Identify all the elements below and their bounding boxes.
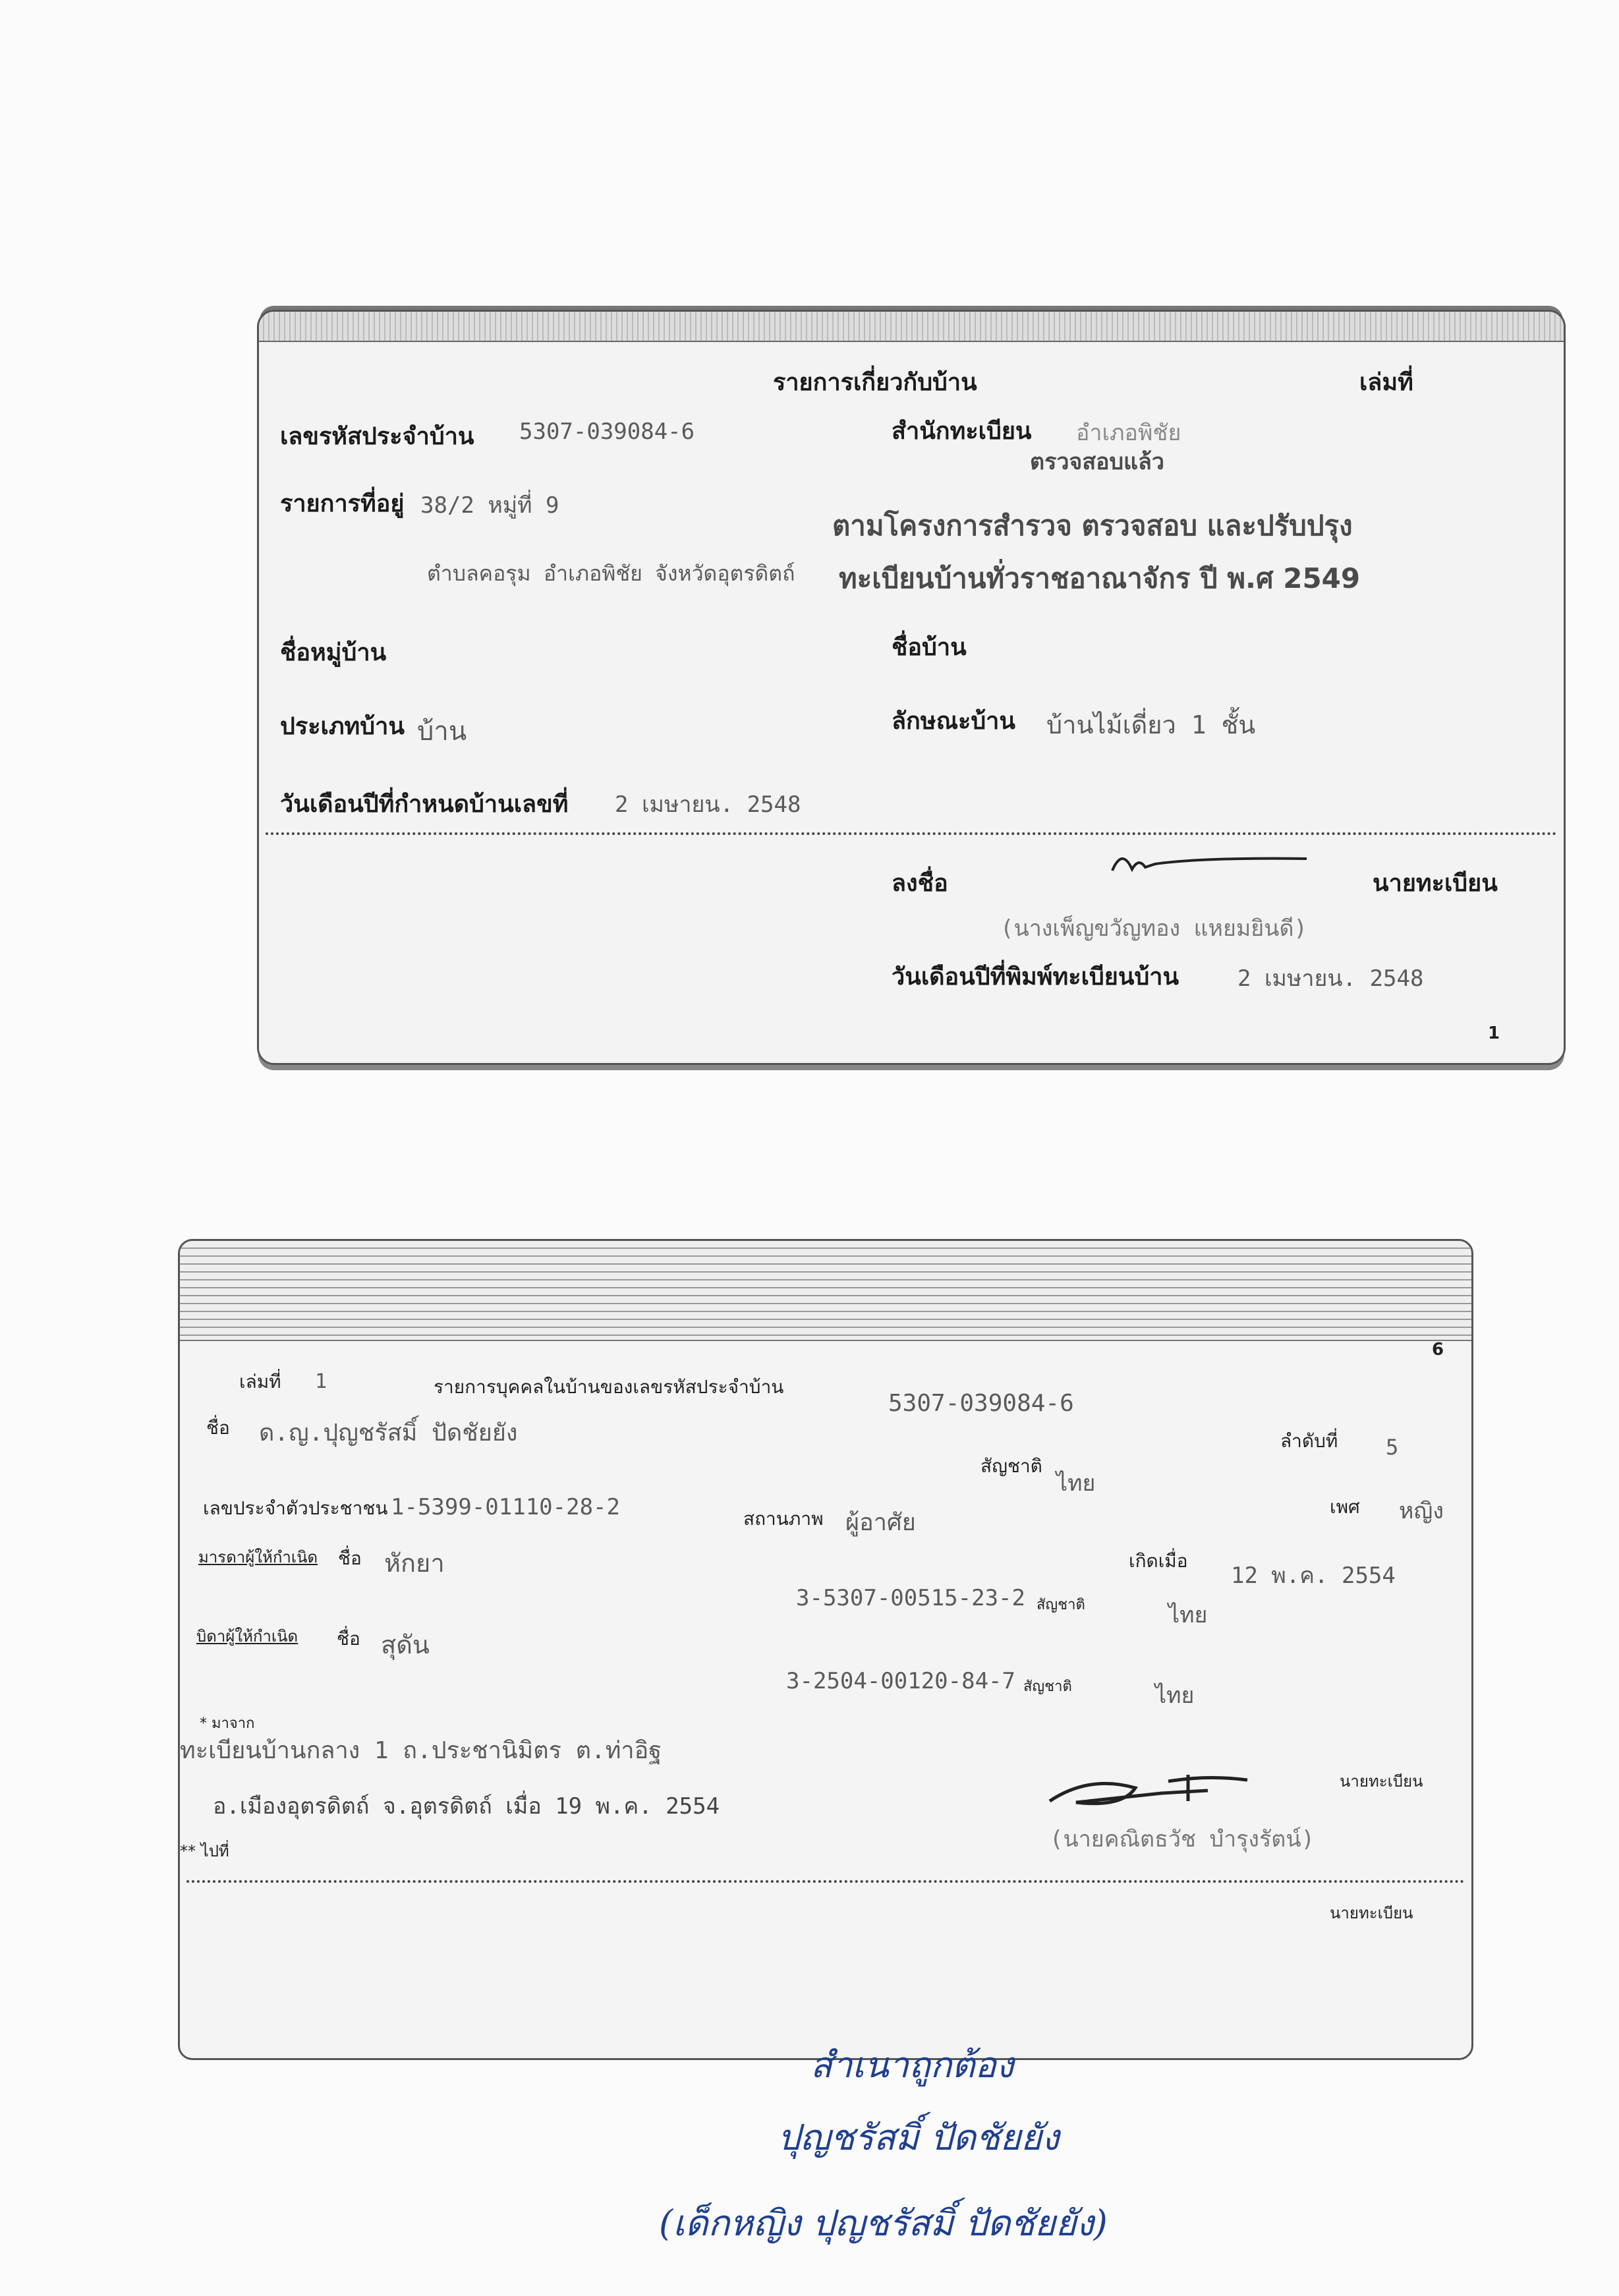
date-assigned-value: 2 เมษายน. 2548 bbox=[615, 791, 801, 818]
dotted-separator bbox=[266, 832, 1557, 835]
mother-name-value: หักยา bbox=[384, 1549, 445, 1578]
born-label: เกิดเมื่อ bbox=[1129, 1550, 1188, 1572]
order-label: ลำดับที่ bbox=[1280, 1430, 1338, 1452]
print-date-label: วันเดือนปีที่พิมพ์ทะเบียนบ้าน bbox=[892, 963, 1179, 990]
father-id-value: 3-2504-00120-84-7 bbox=[786, 1668, 1015, 1694]
house-char-label: ลักษณะบ้าน bbox=[892, 708, 1015, 735]
page-number: 6 bbox=[1432, 1340, 1444, 1360]
verified-stamp-line3: ทะเบียนบ้านทั่วราชอาณาจักร ปี พ.ศ 2549 bbox=[839, 562, 1361, 594]
book-no-label: เล่มที่ bbox=[1359, 369, 1413, 396]
status-label: สถานภาพ bbox=[743, 1508, 824, 1530]
book-value: 1 bbox=[315, 1370, 327, 1393]
id-label: เลขประจำตัวประชาชน bbox=[203, 1497, 388, 1519]
village-label: ชื่อหมู่บ้าน bbox=[280, 639, 387, 666]
registrar-signature bbox=[1109, 844, 1320, 884]
house-code-value: 5307-039084-6 bbox=[519, 418, 695, 445]
mother-nat-label: สัญชาติ bbox=[1037, 1597, 1085, 1613]
book-label: เล่มที่ bbox=[239, 1371, 281, 1392]
sex-label: เพศ bbox=[1330, 1496, 1360, 1518]
card-top-edge bbox=[259, 312, 1564, 342]
house-code-label: เลขรหัสประจำบ้าน bbox=[280, 423, 474, 450]
father-nat-value: ไทย bbox=[1155, 1682, 1195, 1709]
nationality-value: ไทย bbox=[1056, 1470, 1096, 1497]
office-value: อำเภอพิชัย bbox=[1076, 420, 1181, 446]
mother-nat-value: ไทย bbox=[1168, 1602, 1208, 1628]
id-value: 1-5399-01110-28-2 bbox=[391, 1494, 620, 1520]
verified-stamp-line2: ตามโครงการสำรวจ ตรวจสอบ และปรับปรุง bbox=[832, 509, 1353, 542]
verified-stamp-line1: ตรวจสอบแล้ว bbox=[1030, 449, 1164, 475]
sex-value: หญิง bbox=[1399, 1498, 1444, 1524]
from-line1: ทะเบียนบ้านกลาง 1 ถ.ประชานิมิตร ต.ท่าอิฐ bbox=[180, 1737, 662, 1764]
born-value: 12 พ.ค. 2554 bbox=[1231, 1563, 1396, 1589]
sign-label: ลงชื่อ bbox=[892, 870, 948, 897]
registrar-name: (นายคณิตธวัช บำรุงรัตน์) bbox=[1050, 1826, 1315, 1852]
house-type-value: บ้าน bbox=[417, 716, 467, 747]
from-line2: อ.เมืองอุตรดิตถ์ จ.อุตรดิตถ์ เมื่อ 19 พ.ค. 2554 bbox=[213, 1793, 720, 1820]
person-record-card bbox=[178, 1239, 1473, 2060]
house-code-value: 5307-039084-6 bbox=[888, 1390, 1074, 1417]
to-label: ** ไปที่ bbox=[180, 1842, 229, 1860]
father-label: บิดาผู้ให้กำเนิด bbox=[196, 1627, 298, 1646]
house-details-card bbox=[257, 310, 1566, 1065]
address-label: รายการที่อยู่ bbox=[280, 490, 405, 517]
status-value: ผู้อาศัย bbox=[845, 1509, 916, 1536]
order-value: 5 bbox=[1386, 1435, 1399, 1460]
registrar-label: นายทะเบียน bbox=[1340, 1772, 1423, 1791]
address-line2: ตำบลคอรุม อำเภอพิชัย จังหวัดอุตรดิตถ์ bbox=[427, 561, 795, 586]
certified-copy-text: สำเนาถูกต้อง bbox=[810, 2044, 1014, 2086]
father-name-value: สุดัน bbox=[381, 1630, 430, 1659]
certified-full-name: (เด็กหญิง ปุญชรัสมิ์ ปัดชัยยัง) bbox=[659, 2202, 1108, 2244]
mother-id-value: 3-5307-00515-23-2 bbox=[796, 1585, 1025, 1611]
registrar-signature bbox=[1037, 1762, 1274, 1821]
registrar-label: นายทะเบียน bbox=[1373, 870, 1498, 897]
date-assigned-label: วันเดือนปีที่กำหนดบ้านเลขที่ bbox=[280, 791, 569, 818]
house-name-label: ชื่อบ้าน bbox=[892, 634, 967, 661]
mother-label: มารดาผู้ให้กำเนิด bbox=[198, 1548, 318, 1566]
card-title: รายการบุคคลในบ้านของเลขรหัสประจำบ้าน bbox=[434, 1376, 784, 1398]
name-label: ชื่อ bbox=[206, 1417, 230, 1439]
card-top-edge bbox=[180, 1241, 1471, 1341]
address-line1: 38/2 หมู่ที่ 9 bbox=[420, 492, 559, 519]
name-value: ด.ญ.ปุญชรัสมิ์ ปัดชัยยัง bbox=[259, 1420, 518, 1447]
office-label: สำนักทะเบียน bbox=[892, 418, 1032, 445]
mother-name-label: ชื่อ bbox=[338, 1547, 362, 1569]
father-nat-label: สัญชาติ bbox=[1023, 1679, 1072, 1695]
nationality-label: สัญชาติ bbox=[980, 1455, 1042, 1477]
page-number: 1 bbox=[1488, 1023, 1500, 1043]
certified-signature-name: ปุญชรัสมิ์ ปัดชัยยัง bbox=[778, 2117, 1060, 2158]
dotted-separator bbox=[186, 1880, 1465, 1883]
from-label: * มาจาก bbox=[200, 1715, 255, 1732]
registrar-name: (นางเพ็ญขวัญทอง แหยมยินดี) bbox=[1000, 915, 1307, 942]
card-title: รายการเกี่ยวกับบ้าน bbox=[773, 369, 977, 396]
house-char-value: บ้านไม้เดี่ยว 1 ชั้น bbox=[1046, 710, 1256, 739]
registrar-label-2: นายทะเบียน bbox=[1330, 1904, 1413, 1922]
print-date-value: 2 เมษายน. 2548 bbox=[1237, 965, 1424, 992]
father-name-label: ชื่อ bbox=[337, 1628, 360, 1650]
house-type-label: ประเภทบ้าน bbox=[280, 713, 405, 740]
